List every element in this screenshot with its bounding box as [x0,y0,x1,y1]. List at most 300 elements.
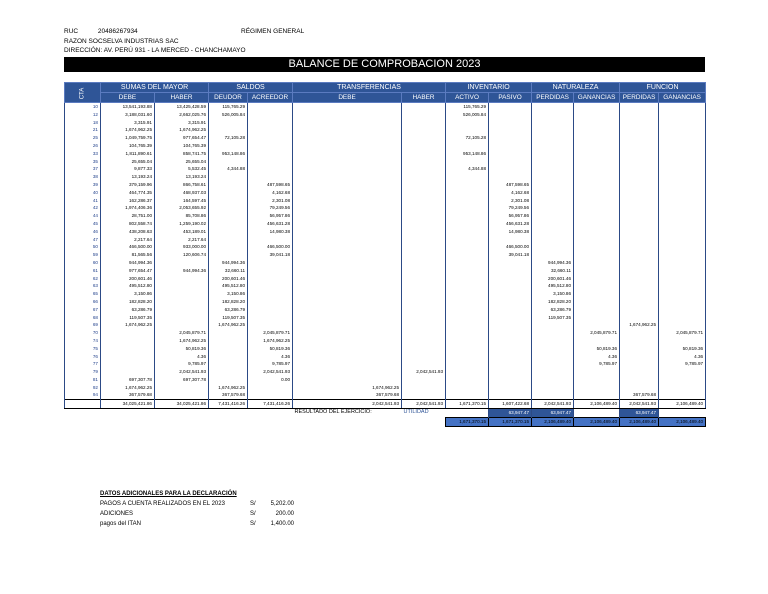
amount-cell [293,181,402,189]
amount-cell [209,173,248,181]
amount-cell [489,236,532,244]
amount-cell [209,119,248,127]
table-row [65,298,706,306]
amount-cell [293,189,402,197]
amount-cell: 13,425,428.59 [155,103,209,111]
amount-cell [532,376,574,384]
account-code: 63 [65,282,101,290]
amount-cell [489,158,532,166]
amount-cell: 50,819.36 [574,345,620,353]
account-code: 94 [65,391,101,399]
table-row [65,306,706,314]
amount-cell [155,282,209,290]
amount-cell: 4.36 [574,353,620,361]
extra-title: DATOS ADICIONALES PARA LA DECLARACIÓN [100,491,237,497]
amount-cell [248,142,293,150]
amount-cell [402,119,446,127]
amount-cell [293,103,402,111]
amount-cell [659,368,706,376]
amount-cell [659,150,706,158]
amount-cell [402,126,446,134]
amount-cell [574,134,620,142]
amount-cell [532,150,574,158]
ruc-label: RUC [64,28,79,35]
amount-cell: 453,189.01 [155,228,209,236]
amount-cell [293,267,402,275]
amount-cell: 63,286.79 [532,306,574,314]
amount-cell [620,228,659,236]
amount-cell: 802,558.74 [101,220,155,228]
amount-cell [402,142,446,150]
amount-cell: 63,286.79 [101,306,155,314]
amount-cell: 1,674,962.25 [293,384,402,392]
amount-cell [248,134,293,142]
amount-cell [620,220,659,228]
account-code: 70 [65,329,101,337]
amount-cell: 9,785.97 [574,360,620,368]
amount-cell [209,368,248,376]
amount-cell: 697,307.78 [155,376,209,384]
amount-cell [620,173,659,181]
table-row [65,353,706,361]
amount-cell [574,142,620,150]
amount-cell [446,204,489,212]
table-row [65,173,706,181]
amount-cell [489,126,532,134]
amount-cell [532,126,574,134]
account-code: 62 [65,275,101,283]
sub-header: HABER [155,93,209,103]
amount-cell [659,259,706,267]
amount-cell [489,376,532,384]
extra-item: pagos del ITAN S/ 1,400.00 [100,521,294,527]
amount-cell: 456,631.28 [248,220,293,228]
sub-header-row [65,93,706,103]
amount-cell [532,134,574,142]
amount-cell [293,204,402,212]
amount-cell [489,134,532,142]
amount-cell [293,345,402,353]
table-row [65,212,706,220]
amount-cell [532,103,574,111]
amount-cell: 182,828.20 [532,298,574,306]
amount-cell [248,103,293,111]
amount-cell [446,181,489,189]
amount-cell [248,275,293,283]
sub-header: PASIVO [489,93,532,103]
amount-cell: 1,259,190.02 [155,220,209,228]
amount-cell: 977,654.47 [155,134,209,142]
amount-cell: 72,105.28 [446,134,489,142]
amount-cell [293,282,402,290]
amount-cell [402,181,446,189]
amount-cell [489,142,532,150]
amount-cell [489,267,532,275]
amount-cell [446,119,489,127]
amount-cell: 119,507.35 [209,314,248,322]
amount-cell [620,236,659,244]
amount-cell [574,275,620,283]
amount-cell [209,329,248,337]
amount-cell [248,236,293,244]
amount-cell: 9,785.97 [659,360,706,368]
table-body [65,103,706,400]
amount-cell: 28,751.00 [101,212,155,220]
total-cell: 7,431,416.26 [248,400,293,409]
amount-cell [248,314,293,322]
table-row [65,384,706,392]
account-code: 10 [65,103,101,111]
amount-cell [248,111,293,119]
amount-cell [532,189,574,197]
extra-item: ADICIONES S/ 200.00 [100,511,294,517]
amount-cell: 104,765.39 [155,142,209,150]
sub-header: HABER [402,93,446,103]
amount-cell: 50,819.36 [155,345,209,353]
account-code: 47 [65,236,101,244]
total-cell: 34,025,421.86 [155,400,209,409]
account-code: 41 [65,197,101,205]
amount-cell [402,243,446,251]
amount-cell: 1,674,962.25 [155,337,209,345]
amount-cell [248,321,293,329]
amount-cell [402,321,446,329]
amount-cell: 466,500.00 [101,243,155,251]
amount-cell [446,376,489,384]
amount-cell [209,189,248,197]
account-code: 39 [65,181,101,189]
amount-cell [574,306,620,314]
amount-cell [293,212,402,220]
sub-header: GANANCIAS [574,93,620,103]
amount-cell: 866,758.61 [155,181,209,189]
amount-cell [659,189,706,197]
final-cell: 1,671,370.15 [489,417,532,426]
amount-cell [620,282,659,290]
amount-cell: 4.36 [155,353,209,361]
amount-cell [574,228,620,236]
amount-cell [293,251,402,259]
amount-cell [248,150,293,158]
amount-cell [293,228,402,236]
amount-cell: 944,994.36 [101,259,155,267]
table-row [65,189,706,197]
amount-cell: 2,045,879.71 [155,329,209,337]
amount-cell [489,321,532,329]
amount-cell [402,376,446,384]
amount-cell [446,243,489,251]
amount-cell [620,158,659,166]
table-row [65,134,706,142]
amount-cell [532,321,574,329]
amount-cell [659,220,706,228]
account-code: 21 [65,126,101,134]
amount-cell: 4,344.88 [446,165,489,173]
amount-cell [293,236,402,244]
amount-cell: 9,877.33 [101,165,155,173]
amount-cell [293,150,402,158]
amount-cell [574,111,620,119]
amount-cell: 13,193.24 [155,173,209,181]
amount-cell: 2,217.64 [101,236,155,244]
account-code: 46 [65,228,101,236]
amount-cell: 526,005.84 [209,111,248,119]
amount-cell [620,267,659,275]
account-code: 60 [65,259,101,267]
amount-cell [101,329,155,337]
page-title: BALANCE DE COMPROBACION 2023 [64,57,705,72]
account-code: 50 [65,243,101,251]
sub-header: GANANCIAS [659,93,706,103]
amount-cell: 164,597.45 [155,197,209,205]
amount-cell [620,251,659,259]
amount-cell [446,353,489,361]
header-inventario: INVENTARIO [446,83,532,93]
final-cell: 2,106,489.40 [574,417,620,426]
amount-cell [574,259,620,267]
amount-cell: 9,785.97 [248,360,293,368]
amount-cell [155,259,209,267]
amount-cell [402,212,446,220]
account-code: 59 [65,251,101,259]
amount-cell [574,251,620,259]
amount-cell [209,251,248,259]
amount-cell: 9,785.97 [155,360,209,368]
amount-cell: 4.36 [248,353,293,361]
amount-cell [293,290,402,298]
amount-cell [402,251,446,259]
amount-cell [489,165,532,173]
amount-cell [620,150,659,158]
amount-cell: 697,307.78 [101,376,155,384]
amount-cell: 3,188,031.60 [101,111,155,119]
header-cta: CTA [65,83,101,103]
final-cell: 1,671,370.15 [446,417,489,426]
amount-cell [101,353,155,361]
amount-cell [532,337,574,345]
table-row [65,220,706,228]
amount-cell [532,197,574,205]
amount-cell [620,314,659,322]
amount-cell: 1,674,962.25 [209,321,248,329]
amount-cell [659,275,706,283]
amount-cell [574,236,620,244]
regimen-label: RÉGIMEN GENERAL [241,28,305,35]
amount-cell [659,181,706,189]
amount-cell: 4,162.68 [248,189,293,197]
amount-cell [659,376,706,384]
table-row [65,142,706,150]
amount-cell [489,368,532,376]
amount-cell [293,220,402,228]
amount-cell [532,111,574,119]
account-code: 74 [65,337,101,345]
amount-cell [293,298,402,306]
amount-cell [574,181,620,189]
resultado-func-perdidas: 63,947.47 [620,409,659,418]
final-cell: 2,106,489.40 [620,417,659,426]
amount-cell [446,189,489,197]
amount-cell: 182,828.20 [209,298,248,306]
amount-cell: 4,162.68 [489,189,532,197]
total-cell: 2,106,489.40 [659,400,706,409]
sub-header: PERDIDAS [532,93,574,103]
amount-cell [620,360,659,368]
amount-cell: 14,980.38 [248,228,293,236]
amount-cell [620,111,659,119]
sub-header: DEBE [293,93,402,103]
header-saldos: SALDOS [209,83,293,93]
amount-cell [620,329,659,337]
amount-cell [659,134,706,142]
amount-cell [446,126,489,134]
amount-cell: 13,541,193.88 [101,103,155,111]
amount-cell: 3,315.91 [101,119,155,127]
table-row [65,345,706,353]
amount-cell [659,197,706,205]
account-code: 92 [65,384,101,392]
amount-cell: 39,041.18 [248,251,293,259]
amount-cell [209,142,248,150]
amount-cell: 944,994.36 [209,259,248,267]
amount-cell [489,360,532,368]
amount-cell: 367,579.68 [293,391,402,399]
amount-cell [659,165,706,173]
table-row [65,360,706,368]
amount-cell [574,384,620,392]
final-cell: 2,106,489.40 [532,417,574,426]
amount-cell [209,376,248,384]
account-code: 40 [65,189,101,197]
amount-cell [293,321,402,329]
amount-cell [293,142,402,150]
amount-cell [489,119,532,127]
amount-cell [532,251,574,259]
amount-cell [659,111,706,119]
amount-cell [659,391,706,399]
amount-cell: 1,674,962.25 [101,321,155,329]
amount-cell [293,165,402,173]
amount-cell [620,290,659,298]
amount-cell [446,259,489,267]
amount-cell [659,321,706,329]
amount-cell [402,204,446,212]
table-row [65,259,706,267]
amount-cell [155,306,209,314]
amount-cell [446,337,489,345]
amount-cell [574,267,620,275]
amount-cell: 858,741.75 [155,150,209,158]
amount-cell [620,119,659,127]
table-row [65,103,706,111]
amount-cell [532,181,574,189]
table-row [65,181,706,189]
amount-cell [293,314,402,322]
direccion: DIRECCIÓN: AV. PERÚ 931 - LA MERCED - CHANCHAMAYO [64,47,246,54]
amount-cell [293,134,402,142]
amount-cell: 25,655.04 [155,158,209,166]
amount-cell [489,306,532,314]
amount-cell: 13,193.24 [101,173,155,181]
amount-cell [574,282,620,290]
amount-cell: 2,045,879.71 [248,329,293,337]
total-cell: 2,042,541.93 [620,400,659,409]
table-row [65,111,706,119]
final-row [65,417,706,426]
amount-cell [402,391,446,399]
amount-cell [489,282,532,290]
amount-cell [659,212,706,220]
amount-cell [620,384,659,392]
amount-cell [446,360,489,368]
total-cell: 7,431,416.26 [209,400,248,409]
amount-cell [659,298,706,306]
account-code: 45 [65,220,101,228]
amount-cell [659,306,706,314]
amount-cell: 4.36 [659,353,706,361]
amount-cell: 438,208.63 [101,228,155,236]
amount-cell [659,119,706,127]
amount-cell [402,111,446,119]
amount-cell [402,267,446,275]
amount-cell: 115,765.29 [209,103,248,111]
amount-cell: 81,565.56 [101,251,155,259]
amount-cell [574,220,620,228]
amount-cell [489,111,532,119]
amount-cell [402,220,446,228]
total-cell: 2,106,489.40 [574,400,620,409]
amount-cell [620,337,659,345]
amount-cell: 200,601.46 [532,275,574,283]
amount-cell: 14,980.38 [489,228,532,236]
amount-cell [532,212,574,220]
header-funcion: FUNCION [620,83,706,93]
amount-cell [293,337,402,345]
account-code: 33 [65,150,101,158]
amount-cell [293,360,402,368]
amount-cell [532,142,574,150]
account-code: 35 [65,158,101,166]
amount-cell [620,353,659,361]
amount-cell [532,353,574,361]
amount-cell [155,384,209,392]
account-code: 25 [65,134,101,142]
amount-cell: 468,937.03 [155,189,209,197]
amount-cell [446,282,489,290]
amount-cell: 487,598.65 [248,181,293,189]
amount-cell: 2,045,879.71 [659,329,706,337]
amount-cell [620,345,659,353]
resultado-row [65,409,706,418]
amount-cell [446,220,489,228]
amount-cell: 367,579.68 [620,391,659,399]
amount-cell: 56,957.86 [248,212,293,220]
amount-cell [659,314,706,322]
amount-cell [155,391,209,399]
amount-cell: 119,507.35 [101,314,155,322]
amount-cell: 115,765.29 [446,103,489,111]
amount-cell [446,314,489,322]
amount-cell: 0.00 [248,376,293,384]
amount-cell [574,126,620,134]
amount-cell [446,329,489,337]
sub-header: PERDIDAS [620,93,659,103]
extra-item: PAGOS A CUENTA REALIZADOS EN EL 2023 S/ 5,202.00 [100,501,294,507]
amount-cell [620,126,659,134]
amount-cell [293,243,402,251]
amount-cell [574,314,620,322]
amount-cell: 944,994.36 [155,267,209,275]
